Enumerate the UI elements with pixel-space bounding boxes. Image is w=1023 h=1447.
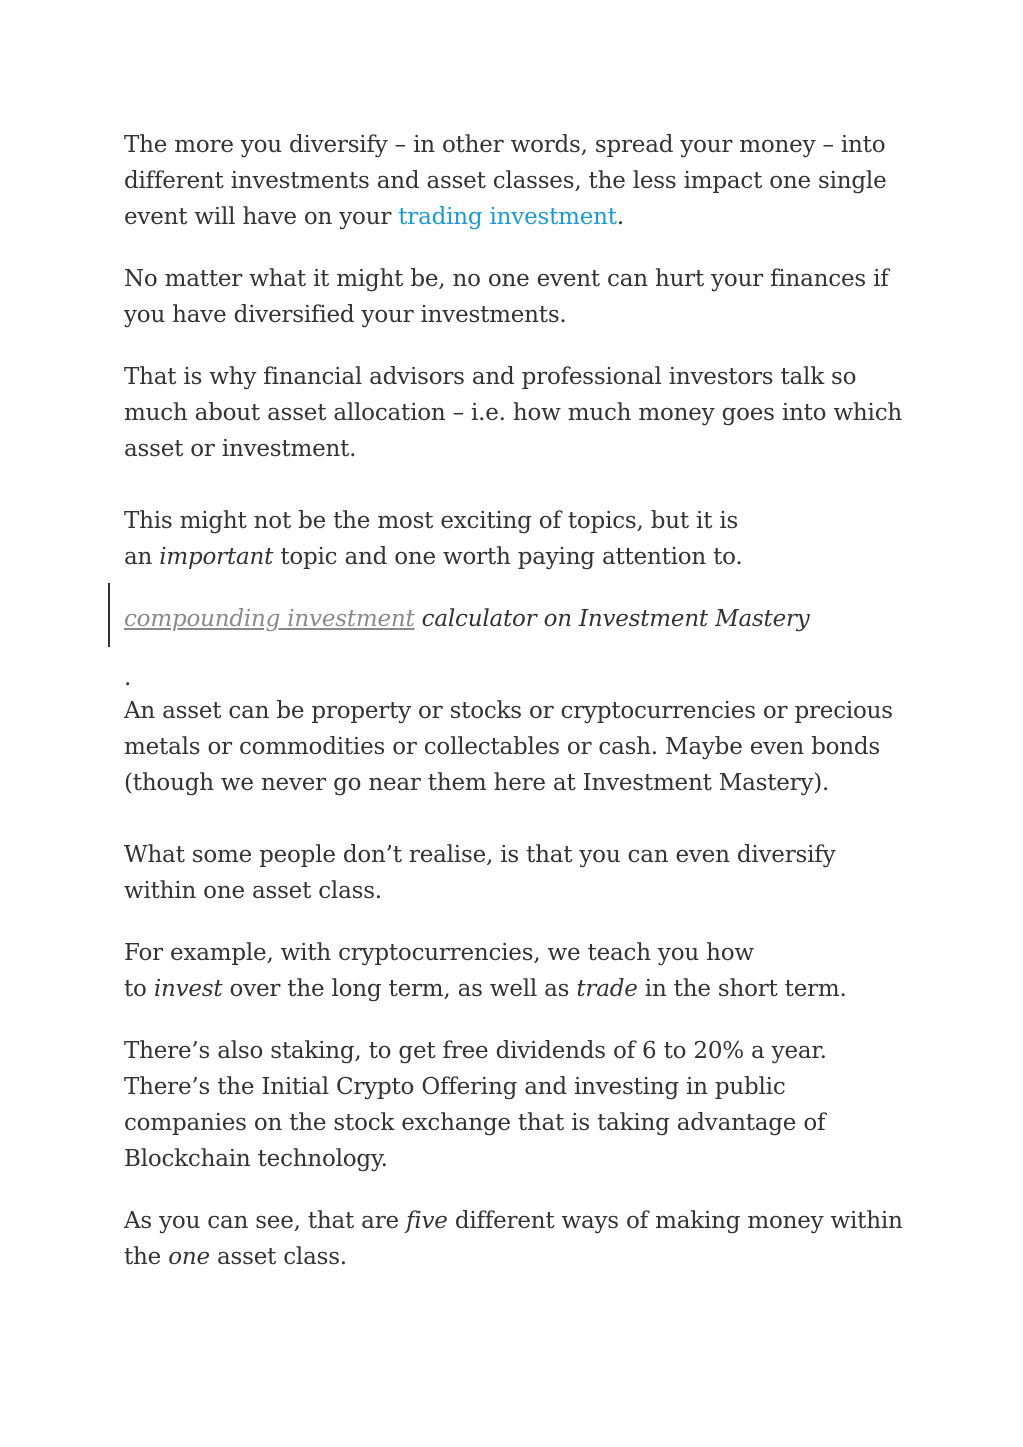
paragraph-text: different ways of making money within the — [124, 1208, 903, 1270]
spacer — [124, 333, 914, 359]
spacer — [124, 909, 914, 935]
paragraph-within-class: What some people don’t realise, is that you can even diversify within one asset class. — [124, 842, 836, 904]
article-body — [124, 127, 914, 1275]
emphasis-important: important — [159, 544, 274, 570]
paragraph-text: to — [124, 976, 154, 1002]
paragraph-text: As you can see, that are — [124, 1208, 407, 1234]
emphasis-five: five — [406, 1208, 448, 1234]
spacer — [124, 575, 914, 601]
paragraph-five-ways — [124, 1203, 914, 1275]
spacer — [124, 1177, 914, 1203]
spacer — [124, 637, 914, 663]
paragraph-line: For example, with cryptocurrencies, we teach you how — [124, 940, 754, 966]
stray-dot: . — [124, 665, 132, 691]
compounding-investment-link[interactable]: compounding investment — [124, 606, 415, 632]
spacer — [124, 235, 914, 261]
paragraph-text-end: . — [616, 204, 624, 230]
spacer — [124, 1007, 914, 1033]
paragraph-text: topic and one worth paying attention to. — [273, 544, 743, 570]
emphasis-invest: invest — [153, 976, 223, 1002]
paragraph-text: The more you diversify – in other words, spread your money – into different investments and asset classes, the less impact one single event will have on your — [124, 132, 887, 230]
trading-investment-link[interactable]: trading investment — [398, 204, 617, 230]
paragraph-asset-types: An asset can be property or stocks or cryptocurrencies or precious metals or commodities or collectables or cash. Maybe even bonds (though we never go near them here at Investment Mastery). — [124, 698, 893, 796]
paragraph-line: This might not be the most exciting of topics, but it is — [124, 508, 739, 534]
paragraph-text: asset class. — [209, 1244, 347, 1270]
blockquote-bar — [108, 583, 110, 647]
paragraph-important-topic — [124, 503, 914, 575]
paragraph-diversify — [124, 127, 914, 235]
paragraph-text: over the long term, as well as — [222, 976, 577, 1002]
paragraph-invest-trade — [124, 935, 914, 1007]
paragraph-text: in the short term. — [637, 976, 847, 1002]
paragraph-no-matter: No matter what it might be, no one event can hurt your finances if you have diversified your investments. — [124, 266, 889, 328]
blockquote-calculator — [124, 601, 914, 637]
paragraph-asset-allocation: That is why financial advisors and professional investors talk so much about asset allocation – i.e. how much money goes into which asset or investment. — [124, 364, 902, 462]
spacer — [124, 467, 914, 503]
paragraph-staking: There’s also staking, to get free dividends of 6 to 20% a year. There’s the Initial Crypto Offering and investing in public companies on the stock exchange that is taking advantage of Blockchain technology. — [124, 1038, 827, 1172]
emphasis-one: one — [168, 1244, 210, 1270]
spacer — [124, 801, 914, 837]
emphasis-trade: trade — [576, 976, 638, 1002]
paragraph-text: an — [124, 544, 160, 570]
blockquote-text: calculator on Investment Mastery — [414, 606, 810, 632]
